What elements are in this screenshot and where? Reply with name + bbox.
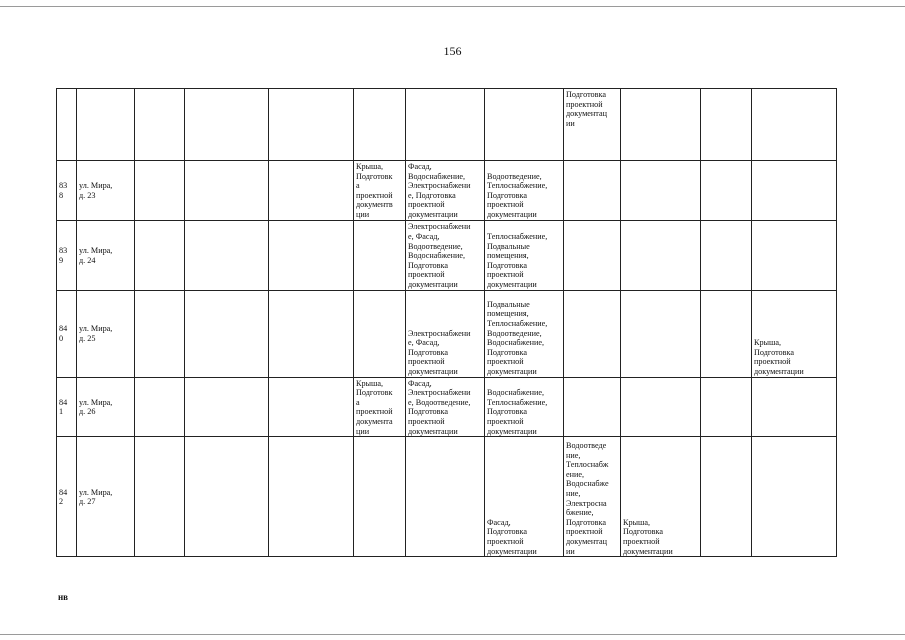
roof-works-cell <box>354 89 406 161</box>
facade-works-cell <box>406 290 485 377</box>
roof-works-cell <box>354 377 406 437</box>
table-row <box>57 377 837 437</box>
facade-works-cell <box>406 161 485 221</box>
works-col-9-cell <box>564 290 621 377</box>
row-number-cell <box>57 437 77 557</box>
row-number-cell <box>57 290 77 377</box>
works-col-12-cell <box>752 290 837 377</box>
empty-cell-4 <box>185 161 269 221</box>
facade-works-text: Фасад, Водоснабжение, Электроснабжени е, Подготовка проектной документации <box>408 162 471 219</box>
address-text: ул. Мира, д. 26 <box>79 397 113 417</box>
facade-works-text: Электроснабжени е, Фасад, Подготовка проектной документации <box>408 328 471 376</box>
empty-cell-3 <box>135 220 185 290</box>
empty-cell-5 <box>269 377 354 437</box>
row-number-cell <box>57 220 77 290</box>
works-col-12-cell <box>752 220 837 290</box>
scan-edge-bottom <box>0 634 905 635</box>
roof-works-cell <box>354 437 406 557</box>
roof-works-cell <box>354 220 406 290</box>
works-col-10-cell <box>621 89 701 161</box>
works-col-8-cell <box>485 377 564 437</box>
row-number-text: 84 2 <box>59 487 68 507</box>
works-col-8-cell <box>485 89 564 161</box>
works-schedule-table <box>56 88 837 557</box>
address-text: ул. Мира, д. 27 <box>79 487 113 507</box>
empty-cell-3 <box>135 377 185 437</box>
row-number-cell <box>57 89 77 161</box>
works-col-12-cell <box>752 161 837 221</box>
empty-cell-4 <box>185 377 269 437</box>
address-cell <box>77 377 135 437</box>
address-text: ул. Мира, д. 25 <box>79 324 113 344</box>
facade-works-cell <box>406 437 485 557</box>
empty-cell-3 <box>135 161 185 221</box>
works-col-12-cell <box>752 437 837 557</box>
works-col-10-text: Крыша, Подготовка проектной документации <box>623 517 673 556</box>
works-col-8-text: Водоснабжение, Теплоснабжение, Подготовка проектной документации <box>487 388 548 436</box>
works-col-9-cell <box>564 377 621 437</box>
facade-works-text: Фасад, Электроснабжени е, Водоотведение, Подготовка проектной документации <box>408 378 471 436</box>
empty-cell-11 <box>701 377 752 437</box>
footer-note: нв <box>58 592 69 602</box>
empty-cell-5 <box>269 89 354 161</box>
row-number-text: 83 8 <box>59 181 68 200</box>
address-text: ул. Мира, д. 24 <box>79 245 113 265</box>
empty-cell-11 <box>701 220 752 290</box>
empty-cell-3 <box>135 290 185 377</box>
address-cell <box>77 161 135 221</box>
row-number-text: 83 9 <box>59 245 68 265</box>
works-col-8-cell <box>485 290 564 377</box>
works-col-8-text: Подвальные помещения, Теплоснабжение, Водоотведение, Водоснабжение, Подготовка проектной документации <box>487 299 548 376</box>
table-row <box>57 437 837 557</box>
empty-cell-11 <box>701 437 752 557</box>
row-number-cell <box>57 161 77 221</box>
address-cell <box>77 89 135 161</box>
empty-cell-4 <box>185 220 269 290</box>
address-cell <box>77 220 135 290</box>
works-col-9-text: Подготовка проектной документац ии <box>566 90 607 128</box>
row-number-cell <box>57 377 77 437</box>
facade-works-text: Электроснабжени е, Фасад, Водоотведение, Водоснабжение, Подготовка проектной документации <box>408 222 471 289</box>
works-col-9-cell <box>564 437 621 557</box>
empty-cell-11 <box>701 89 752 161</box>
row-number-text: 84 1 <box>59 397 68 417</box>
works-col-10-cell <box>621 220 701 290</box>
roof-works-cell <box>354 290 406 377</box>
empty-cell-5 <box>269 437 354 557</box>
scan-edge-top <box>0 6 905 7</box>
address-cell <box>77 437 135 557</box>
empty-cell-4 <box>185 437 269 557</box>
empty-cell-11 <box>701 161 752 221</box>
table-row <box>57 290 837 377</box>
facade-works-cell <box>406 89 485 161</box>
works-col-8-cell <box>485 437 564 557</box>
empty-cell-4 <box>185 89 269 161</box>
empty-cell-3 <box>135 437 185 557</box>
roof-works-cell <box>354 161 406 221</box>
empty-cell-11 <box>701 290 752 377</box>
works-col-8-cell <box>485 161 564 221</box>
facade-works-cell <box>406 220 485 290</box>
empty-cell-3 <box>135 89 185 161</box>
empty-cell-5 <box>269 290 354 377</box>
empty-cell-4 <box>185 290 269 377</box>
address-cell <box>77 290 135 377</box>
works-col-9-cell <box>564 161 621 221</box>
empty-cell-5 <box>269 161 354 221</box>
address-text: ул. Мира, д. 23 <box>79 181 113 200</box>
works-col-8-text: Фасад, Подготовка проектной документации <box>487 517 537 556</box>
row-number-text: 84 0 <box>59 324 68 344</box>
works-col-8-text: Водоотведение, Теплоснабжение, Подготовка проектной документации <box>487 171 548 219</box>
works-col-8-cell <box>485 220 564 290</box>
works-col-10-cell <box>621 377 701 437</box>
roof-works-text: Крыша, Подготовк а проектной документа ции <box>356 378 393 436</box>
works-col-8-text: Теплоснабжение, Подвальные помещения, Подготовка проектной документации <box>487 232 548 289</box>
works-col-9-cell <box>564 220 621 290</box>
works-col-9-cell <box>564 89 621 161</box>
works-col-10-cell <box>621 437 701 557</box>
works-col-12-cell <box>752 89 837 161</box>
facade-works-cell <box>406 377 485 437</box>
works-col-12-text: Крыша, Подготовка проектной документации <box>754 338 804 376</box>
works-col-10-cell <box>621 161 701 221</box>
works-col-10-cell <box>621 290 701 377</box>
table-row <box>57 89 837 161</box>
empty-cell-5 <box>269 220 354 290</box>
table-row <box>57 161 837 221</box>
table-row <box>57 220 837 290</box>
works-col-9-text: Водоотведе ние, Теплоснабж ение, Водоснабже ние, Электросна бжение, Подготовка проектной документац ии <box>566 441 609 556</box>
page-number: 156 <box>443 44 462 58</box>
works-col-12-cell <box>752 377 837 437</box>
roof-works-text: Крыша, Подготовк а проектной документв ции <box>356 162 393 219</box>
